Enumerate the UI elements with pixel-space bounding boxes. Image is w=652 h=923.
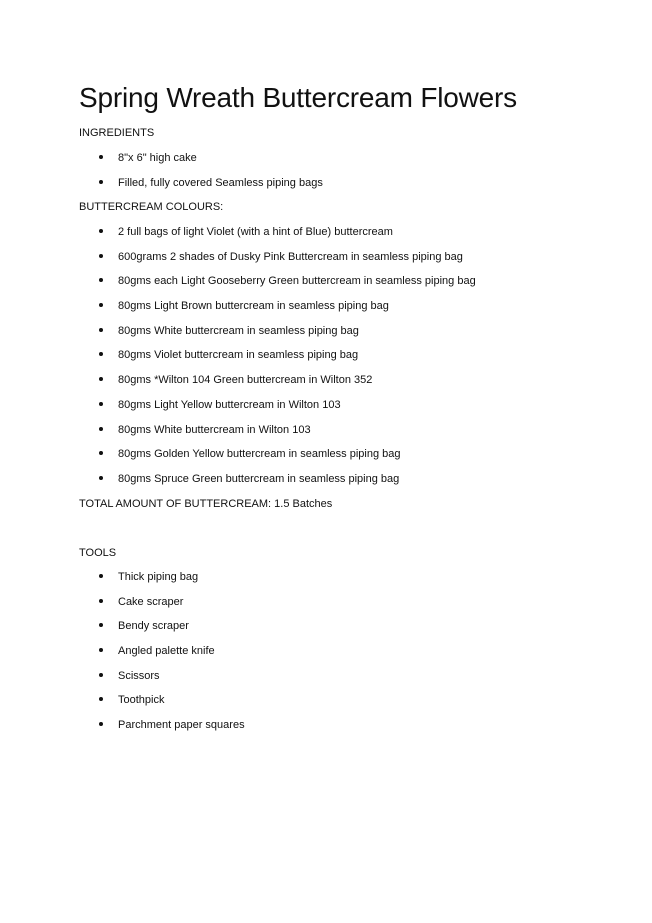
bullet-icon <box>99 352 103 356</box>
bullet-icon <box>99 328 103 332</box>
bullet-icon <box>99 697 103 701</box>
bullet-icon <box>99 648 103 652</box>
bullet-icon <box>99 476 103 480</box>
buttercream-colours-heading: BUTTERCREAM COLOURS: <box>79 201 224 213</box>
bullet-icon <box>99 303 103 307</box>
ingredients-heading: INGREDIENTS <box>79 127 155 139</box>
bullet-icon <box>99 722 103 726</box>
bullet-icon <box>99 229 103 233</box>
bullet-icon <box>99 623 103 627</box>
bullet-icon <box>99 254 103 258</box>
bullet-icon <box>99 574 103 578</box>
bullet-icon <box>99 673 103 677</box>
page-title: Spring Wreath Buttercream Flowers <box>79 82 517 113</box>
document-page: Spring Wreath Buttercream Flowers INGREDIENTS 8"x 6" high cake Filled, fully covered Seamless piping bags BUTTERCREAM COLOURS: 2 full bags of light Violet (with a hint of Blue) buttercream 600grams 2 shades of Dusky Pink Buttercream in seamless piping bag 80gms each Light Gooseberry Green buttercream in seamless piping bag 80gms Light Brown buttercream in seamless piping bag 80gms White buttercream in seamless piping bag 80gms Violet buttercream in seamless piping bag 80gms *Wilton 104 Green buttercream in Wilton 352 80gms Light Yellow buttercream in Wilton 103 80gms White buttercream in Wilton 103 80gms Golden Yellow buttercream in seamless piping bag 80gms Spruce Green buttercream in seamless piping bag TOTAL AMOUNT OF BUTTERCREAM: 1.5 Batches TOOLS Thick piping bag Cake scraper Bendy scraper Angled palette knife Scissors Toothpick Parchment paper squares <box>79 82 517 732</box>
total-buttercream-line: TOTAL AMOUNT OF BUTTERCREAM: 1.5 Batches <box>79 498 333 510</box>
bullet-icon <box>99 451 103 455</box>
bullet-icon <box>99 278 103 282</box>
bullet-icon <box>99 599 103 603</box>
bullet-icon <box>99 427 103 431</box>
bullet-icon <box>99 180 103 184</box>
bullet-icon <box>99 155 103 159</box>
tools-heading: TOOLS <box>79 547 117 559</box>
bullet-icon <box>99 402 103 406</box>
bullet-icon <box>99 377 103 381</box>
